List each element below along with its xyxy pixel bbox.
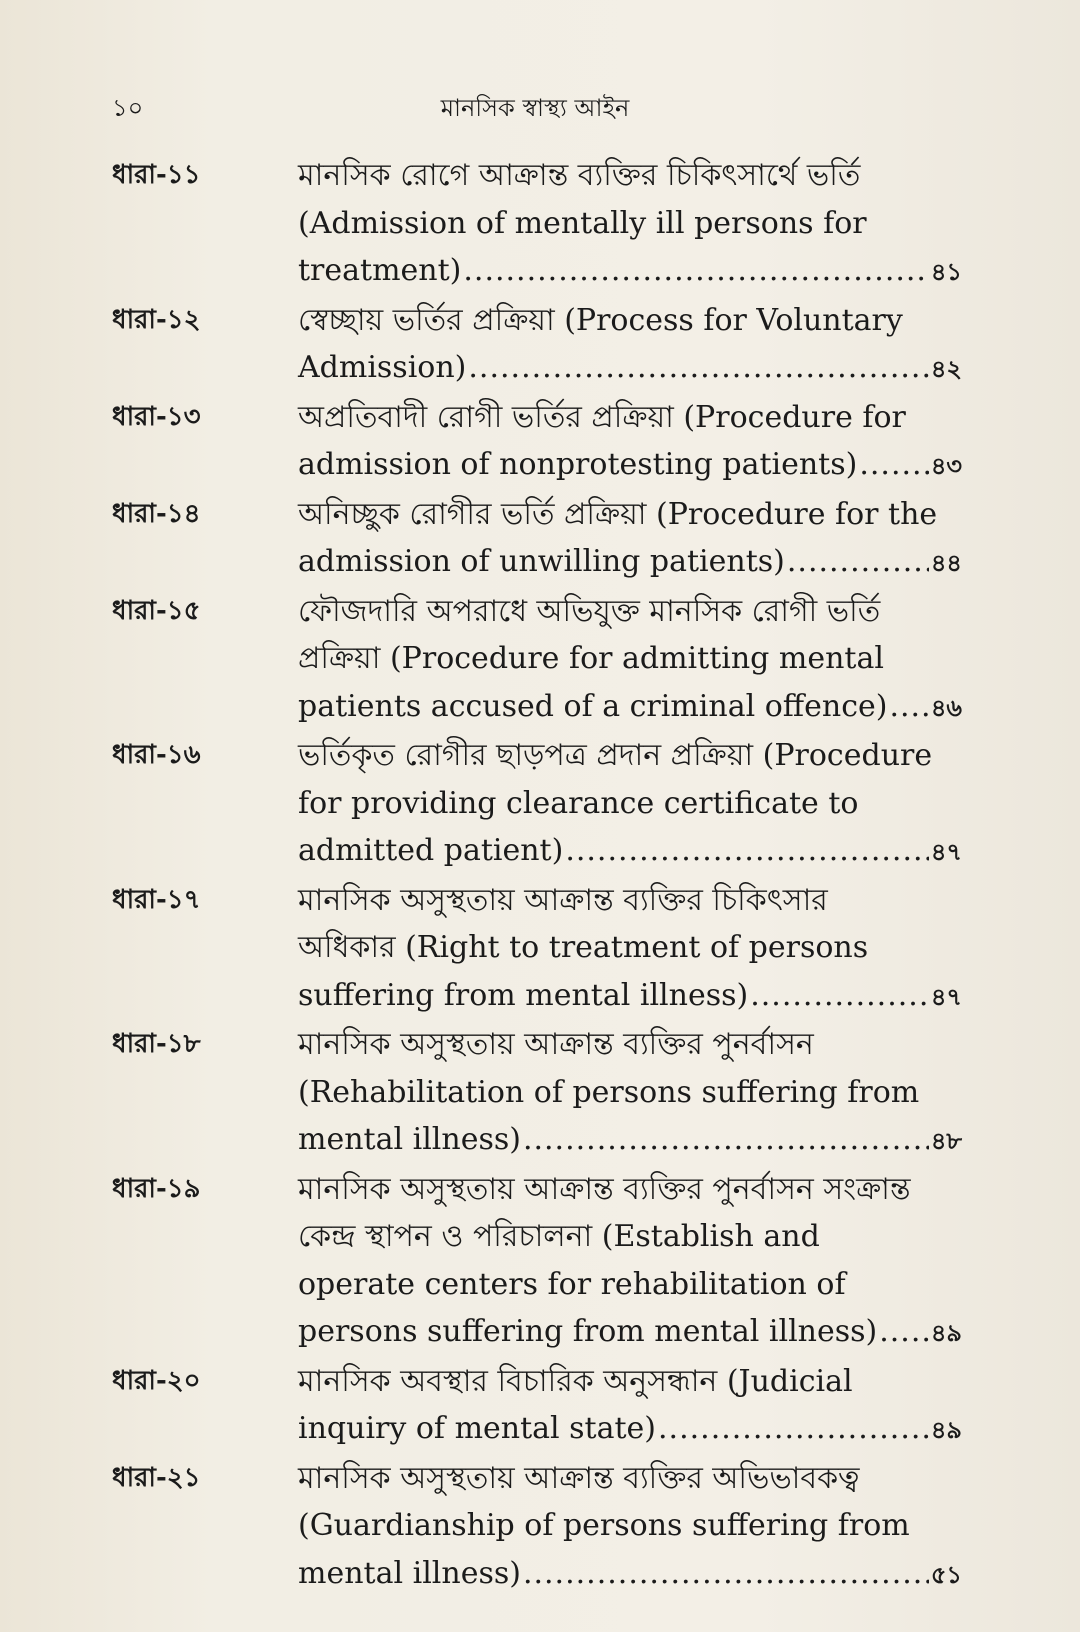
entry-title-line: operate centers for rehabilitation of [298, 1266, 846, 1302]
page-reference: ৪১ [930, 257, 962, 286]
running-title: মানসিক স্বাস্থ্য আইন [440, 94, 630, 122]
dot-leader [565, 827, 929, 875]
section-number: ধারা-২০ [112, 1365, 201, 1396]
page-reference: ৪৭ [930, 981, 962, 1011]
page-reference: ৪২ [930, 354, 962, 383]
entry-leader-line [298, 441, 962, 490]
page-reference: ৪৬ [930, 692, 962, 722]
dot-leader [879, 1308, 929, 1356]
section-number: ধারা-১৭ [112, 884, 201, 915]
section-number: ধারা-১১ [112, 160, 201, 190]
entry-title-last-line: treatment) [298, 253, 462, 288]
dot-leader [658, 1405, 929, 1453]
page-reference: ৪৯ [930, 1415, 962, 1444]
section-number: ধারা-১৩ [112, 401, 201, 432]
entry-title-line: অপ্রতিবাদী রোগী ভর্তির প্রক্রিয়া (Procedure for [298, 399, 906, 435]
page-number: ১০ [112, 94, 144, 122]
page-reference: ৪৭ [930, 837, 962, 866]
toc-entry [112, 491, 962, 587]
entry-body [298, 732, 962, 876]
section-number: ধারা-১৪ [112, 498, 201, 529]
entry-body [298, 491, 962, 587]
entry-body [298, 588, 962, 732]
entry-body [298, 1166, 962, 1357]
entry-title-line: for providing clearance certificate to [298, 785, 859, 821]
entry-leader-line [298, 972, 962, 1021]
page-reference: ৪৩ [930, 451, 962, 480]
entry-body [298, 1358, 962, 1454]
dot-leader [750, 972, 929, 1020]
section-number: ধারা-১৫ [112, 595, 201, 626]
section-number: ধারা-১৯ [112, 1173, 201, 1204]
page-reference: ৪৯ [930, 1318, 962, 1347]
entry-body [298, 1455, 962, 1599]
entry-title-line: মানসিক অসুস্থতায় আক্রান্ত ব্যক্তির পুনর্বাসন [298, 1027, 814, 1062]
toc-entry [112, 732, 962, 876]
entry-title-line: (Admission of mentally ill persons for [298, 205, 867, 241]
toc-entry [112, 394, 962, 490]
entry-leader-line [298, 683, 962, 732]
entry-title-last-line: Admission) [298, 350, 467, 385]
toc-entry [112, 297, 962, 393]
entry-body [298, 152, 962, 296]
entry-title-line: প্রক্রিয়া (Procedure for admitting mental [298, 641, 884, 676]
entry-leader-line [298, 344, 962, 393]
entry-title-last-line: patients accused of a criminal offence) [298, 688, 888, 724]
entry-body [298, 394, 962, 490]
entry-leader-line [298, 1405, 962, 1454]
entry-title-last-line: mental illness) [298, 1555, 521, 1591]
entry-title-last-line: suffering from mental illness) [298, 977, 749, 1013]
page-header [112, 90, 958, 130]
dot-leader [859, 441, 928, 489]
entry-title-line: মানসিক রোগে আক্রান্ত ব্যক্তির চিকিৎসার্থে ভর্তি [298, 158, 861, 193]
entry-title-last-line: admission of unwilling patients) [298, 544, 785, 579]
entry-title-line: (Rehabilitation of persons suffering from [298, 1074, 920, 1110]
entry-body [298, 1021, 962, 1165]
entry-title-last-line: mental illness) [298, 1122, 521, 1157]
page-reference: ৫১ [930, 1559, 962, 1589]
entry-leader-line [298, 1116, 962, 1165]
entry-leader-line [298, 247, 962, 296]
entry-title-line: ভর্তিকৃত রোগীর ছাড়পত্র প্রদান প্রক্রিয়া (Procedure [298, 738, 933, 773]
entry-leader-line [298, 827, 962, 876]
dot-leader [523, 1116, 929, 1164]
entry-body [298, 297, 962, 393]
section-number: ধারা-১২ [112, 304, 201, 335]
entry-leader-line [298, 1550, 962, 1599]
entry-body [298, 877, 962, 1021]
dot-leader [523, 1550, 929, 1598]
toc-entry [112, 1358, 962, 1454]
dot-leader [463, 247, 928, 295]
entry-leader-line [298, 1308, 962, 1357]
toc-entry [112, 1455, 962, 1599]
section-number: ধারা-২১ [112, 1462, 201, 1493]
entry-title-line: অনিচ্ছুক রোগীর ভর্তি প্রক্রিয়া (Procedure for the [298, 496, 938, 532]
entry-title-line: মানসিক অসুস্থতায় আক্রান্ত ব্যক্তির পুনর্বাসন সংক্রান্ত [298, 1171, 911, 1207]
page-reference: ৪৮ [930, 1126, 962, 1155]
entry-title-line: মানসিক অসুস্থতায় আক্রান্ত ব্যক্তির অভিভাবকত্ব [298, 1460, 860, 1496]
toc-entry [112, 1021, 962, 1165]
toc-entry [112, 152, 962, 296]
entry-title-line: কেন্দ্র স্থাপন ও পরিচালনা (Establish and [298, 1219, 820, 1254]
table-of-contents [112, 152, 962, 1599]
entry-title-last-line: admission of nonprotesting patients) [298, 447, 858, 482]
section-number: ধারা-১৬ [112, 740, 201, 770]
entry-title-last-line: inquiry of mental state) [298, 1411, 657, 1446]
entry-title-last-line: persons suffering from mental illness) [298, 1314, 878, 1349]
dot-leader [787, 538, 929, 586]
dot-leader [889, 683, 928, 731]
section-number: ধারা-১৮ [112, 1029, 201, 1059]
entry-title-line: মানসিক অবস্থার বিচারিক অনুসন্ধান (Judicial [298, 1363, 853, 1399]
toc-entry [112, 877, 962, 1021]
toc-entry [112, 1166, 962, 1357]
dot-leader [468, 344, 928, 392]
toc-entry [112, 588, 962, 732]
entry-title-line: মানসিক অসুস্থতায় আক্রান্ত ব্যক্তির চিকিৎসার [298, 882, 828, 918]
entry-title-line: ফৌজদারি অপরাধে অভিযুক্ত মানসিক রোগী ভর্তি [298, 593, 881, 629]
page-reference: ৪৪ [930, 548, 962, 577]
entry-leader-line [298, 538, 962, 587]
entry-title-last-line: admitted patient) [298, 833, 564, 868]
entry-title-line: অধিকার (Right to treatment of persons [298, 930, 869, 965]
entry-title-line: (Guardianship of persons suffering from [298, 1508, 910, 1543]
entry-title-line: স্বেচ্ছায় ভর্তির প্রক্রিয়া (Process for Voluntary [298, 302, 903, 338]
